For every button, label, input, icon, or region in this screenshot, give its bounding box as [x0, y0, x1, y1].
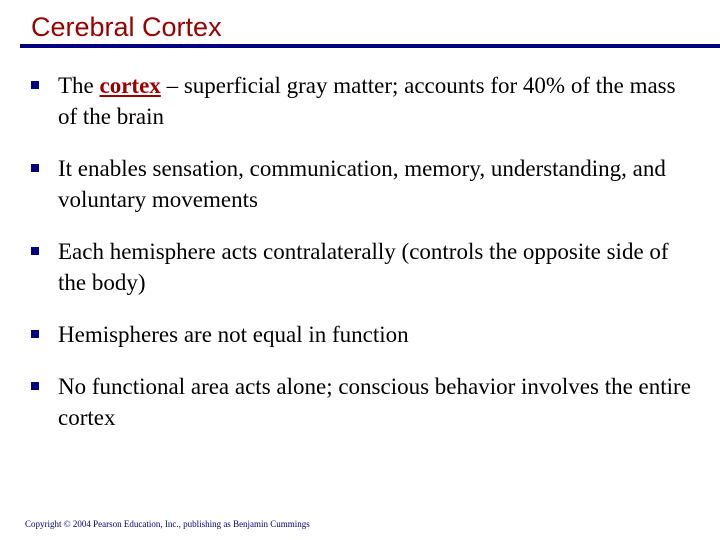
square-bullet-icon [31, 330, 39, 338]
bullet-text: Hemispheres are not equal in function [58, 322, 409, 347]
square-bullet-icon [31, 382, 39, 390]
bullet-text-suffix: – superficial gray matter; accounts for 40% of the mass of the brain [58, 73, 676, 129]
bullet-list [31, 70, 691, 433]
bullet-text-prefix: The [58, 73, 100, 98]
square-bullet-icon [31, 164, 39, 172]
bullet-item-functions [31, 153, 691, 215]
bullet-item-integration [31, 371, 691, 433]
slide-title: Cerebral Cortex [31, 12, 222, 42]
bullet-text: No functional area acts alone; conscious behavior involves the entire cortex [58, 374, 691, 430]
square-bullet-icon [31, 81, 39, 89]
bullet-text: Each hemisphere acts contralaterally (controls the opposite side of the body) [58, 239, 669, 295]
key-term-cortex: cortex [99, 73, 161, 98]
bullet-item-contralateral [31, 236, 691, 298]
title-underline-rule [20, 44, 720, 48]
bullet-text: It enables sensation, communication, memory, understanding, and voluntary movements [58, 156, 666, 212]
copyright-footer: Copyright © 2004 Pearson Education, Inc., publishing as Benjamin Cummings [25, 519, 310, 529]
square-bullet-icon [31, 247, 39, 255]
bullet-item-hemispheres [31, 319, 691, 350]
bullet-item-cortex [31, 70, 691, 132]
